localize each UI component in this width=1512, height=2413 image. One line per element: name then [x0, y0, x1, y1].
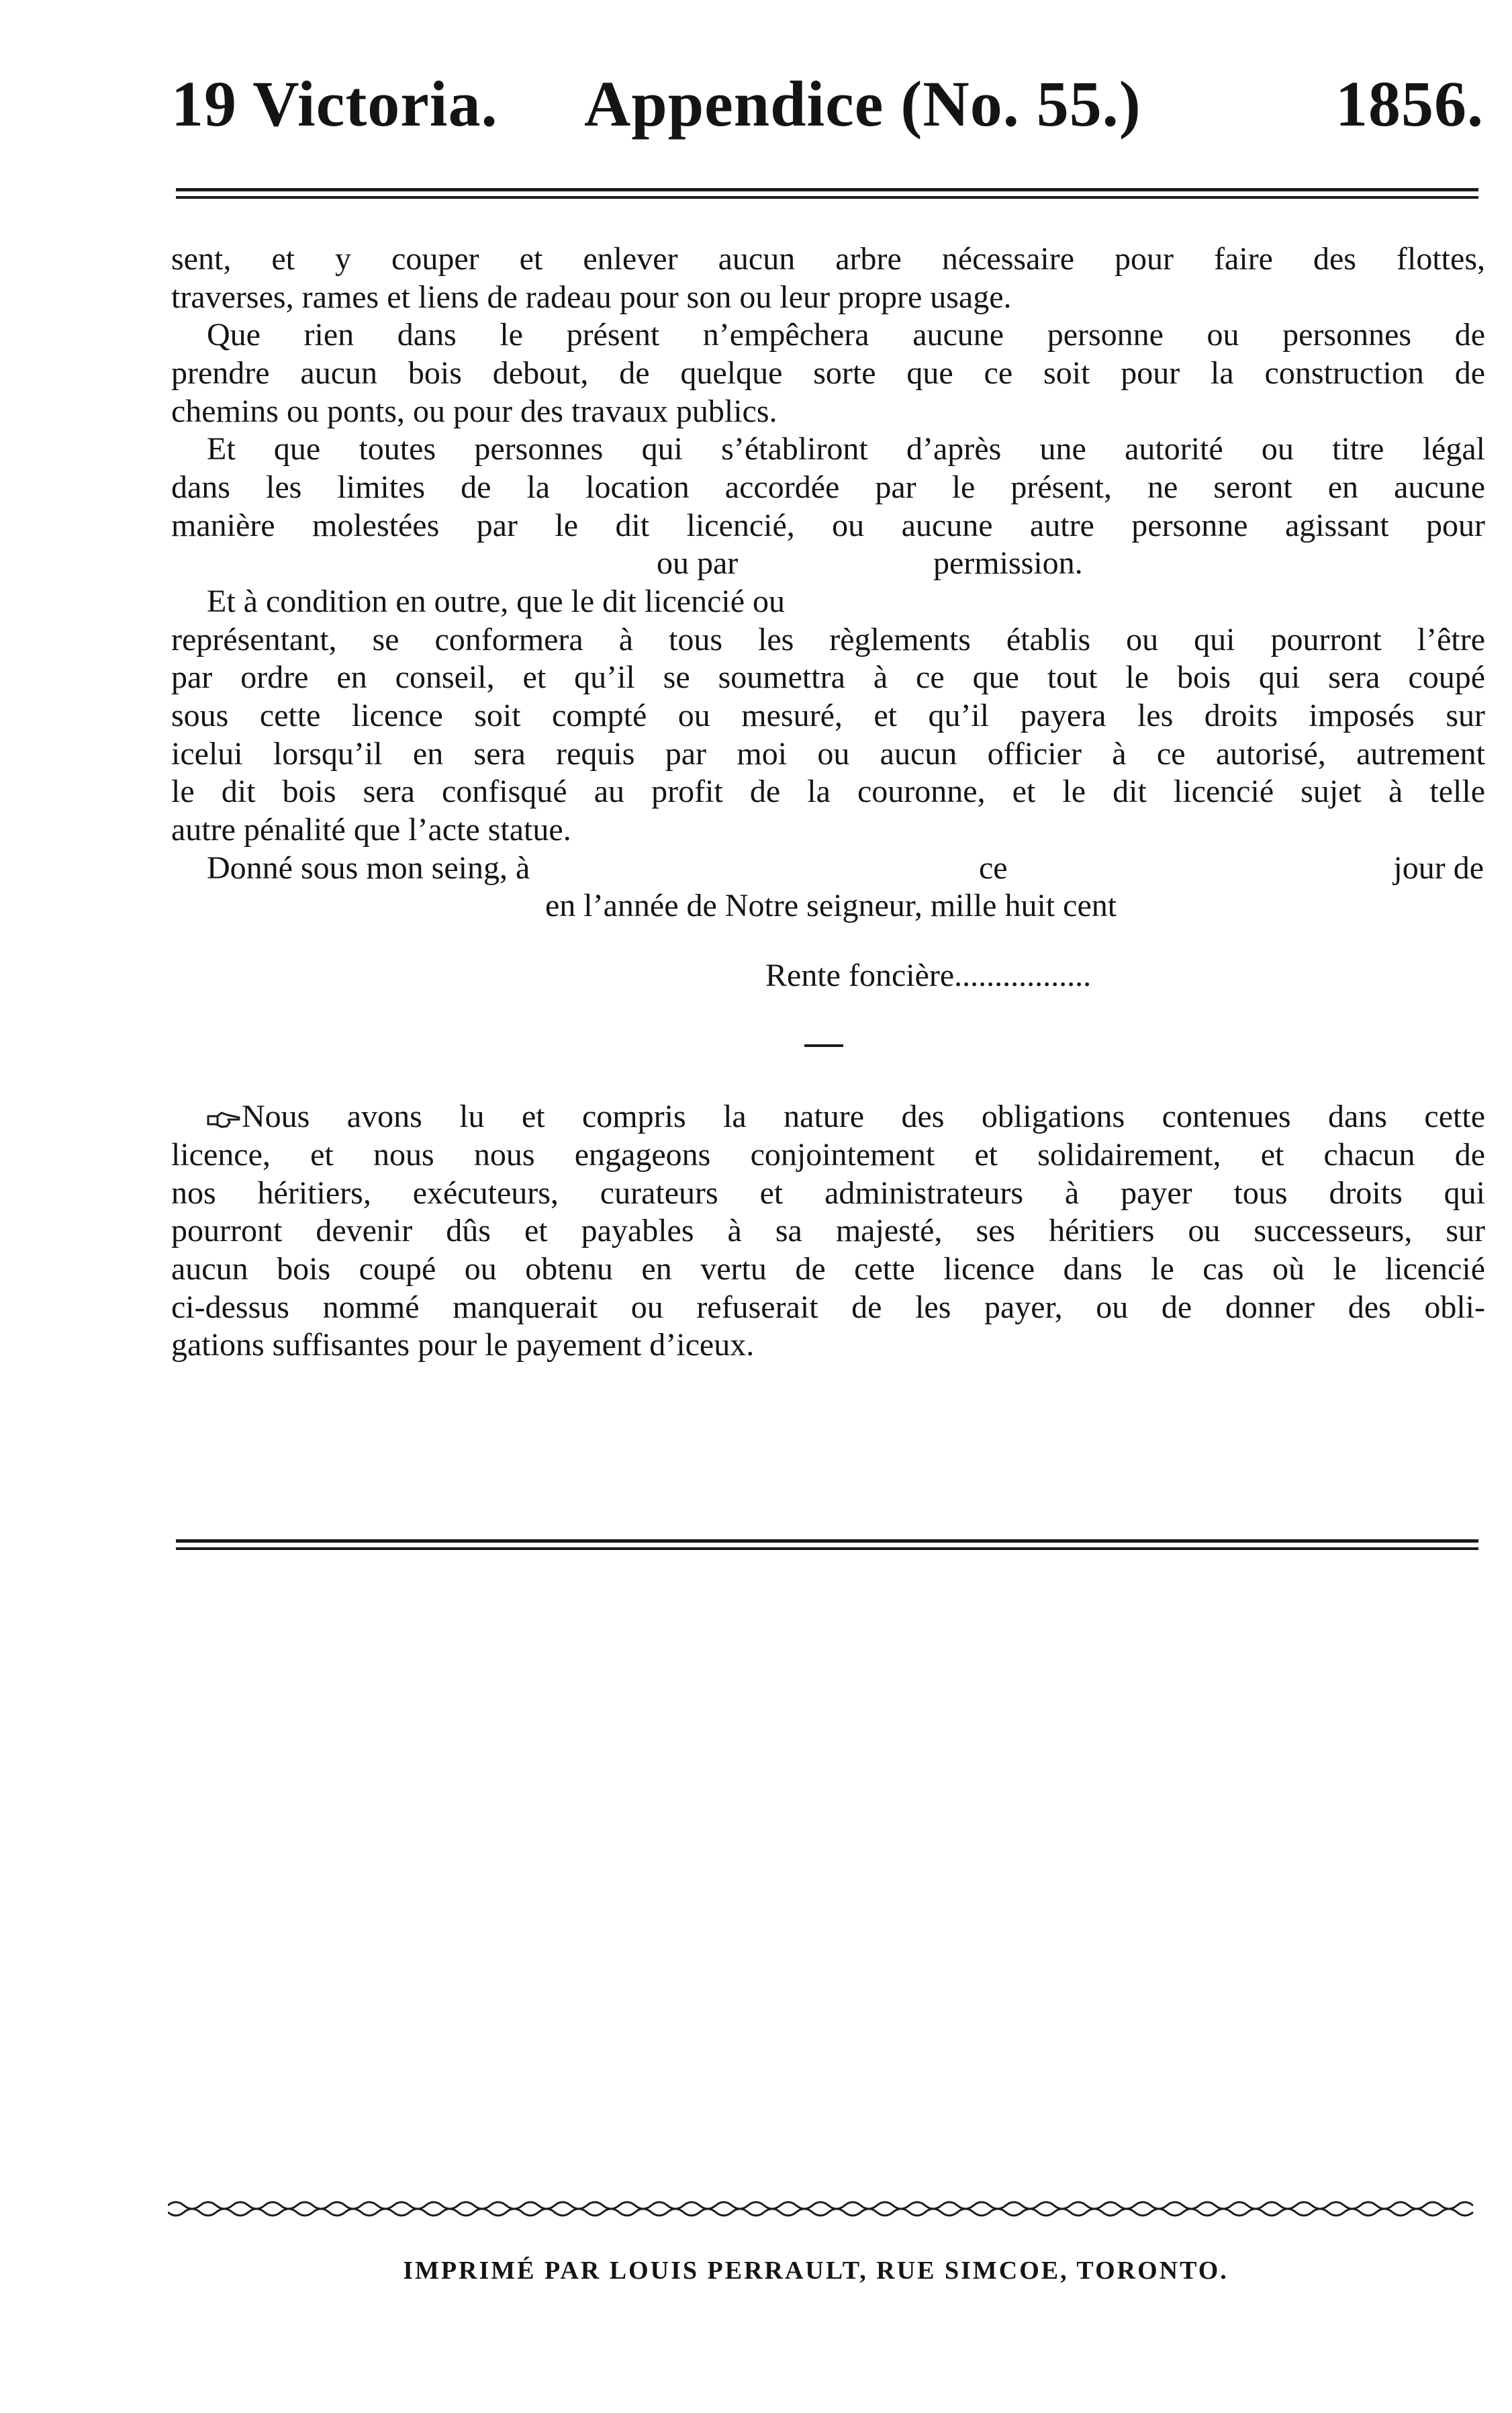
header-year: 1856. [1335, 68, 1484, 140]
text-fragment: permission. [933, 545, 1083, 581]
printer-imprint: IMPRIMÉ PAR LOUIS PERRAULT, RUE SIMCOE, TORONTO. [403, 2257, 1229, 2285]
text-line: aucun bois coupé ou obtenu en vertu de cette licence dans le cas où le licencié [171, 1251, 1485, 1287]
text-fragment: ou par [657, 545, 739, 581]
text-line: chemins ou ponts, ou pour des travaux publics. [171, 394, 777, 429]
text-line: dans les limites de la location accordée par le présent, ne seront en aucune [171, 469, 1485, 505]
text-line: Que rien dans le présent n’empêchera aucune personne ou personnes de [207, 317, 1485, 353]
bottom-double-rule [176, 1539, 1478, 1551]
text-line: manière molestées par le dit licencié, ou aucune autre personne agissant pour [171, 508, 1485, 543]
header-double-rule [176, 188, 1478, 200]
pointing-hand-icon [207, 1109, 240, 1130]
text-line: gations suffisantes pour le payement d’iceux. [171, 1327, 755, 1363]
text-line: par ordre en conseil, et qu’il se soumettra à ce que tout le bois qui sera coupé [171, 659, 1485, 695]
text-fragment: jour de [1393, 850, 1484, 886]
text-line: ci-dessus nommé manquerait ou refuserait de les payer, ou de donner des obli- [171, 1289, 1485, 1325]
section-dash [804, 1044, 843, 1047]
text-fragment: Donné sous mon seing, à [207, 850, 530, 886]
header-appendix: Appendice (No. 55.) [584, 68, 1141, 140]
text-line: Et que toutes personnes qui s’établiront d’après une autorité ou titre légal [207, 431, 1485, 467]
text-line: représentant, se conformera à tous les règlements établis ou qui pourront l’être [171, 622, 1485, 657]
text-line: licence, et nous nous engageons conjointement et solidairement, et chacun de [171, 1137, 1485, 1173]
text-line: prendre aucun bois debout, de quelque sorte que ce soit pour la construction de [171, 355, 1485, 391]
text-line: nos héritiers, exécuteurs, curateurs et administrateurs à payer tous droits qui [171, 1175, 1485, 1211]
rent-field: Rente foncière................. [765, 958, 1092, 993]
text-fragment: ce [979, 850, 1008, 886]
page-header [171, 67, 1484, 141]
text-line-content: Nous avons lu et compris la nature des obligations contenues dans cette [242, 1099, 1485, 1134]
text-fragment: Et à condition en outre, que le dit licencié ou [207, 584, 786, 619]
text-fragment: en l’année de Notre seigneur, mille huit cent [545, 888, 1117, 923]
text-line [171, 1097, 1485, 1136]
text-line: le dit bois sera confisqué au profit de la couronne, et le dit licencié sujet à telle [171, 774, 1485, 809]
text-line: icelui lorsqu’il en sera requis par moi ou aucun officier à ce autorisé, autrement [171, 736, 1485, 772]
text-line: pourront devenir dûs et payables à sa majesté, ses héritiers ou successeurs, sur [171, 1213, 1485, 1248]
text-line: traverses, rames et liens de radeau pour son ou leur propre usage. [171, 279, 1012, 315]
header-session: 19 Victoria. [171, 68, 498, 140]
text-line: sous cette licence soit compté ou mesuré, et qu’il payera les droits imposés sur [171, 698, 1485, 733]
text-line: autre pénalité que l’acte statue. [171, 812, 571, 848]
wavy-ornamental-rule [168, 2196, 1477, 2223]
text-line: sent, et y couper et enlever aucun arbre nécessaire pour faire des flottes, [171, 241, 1485, 277]
